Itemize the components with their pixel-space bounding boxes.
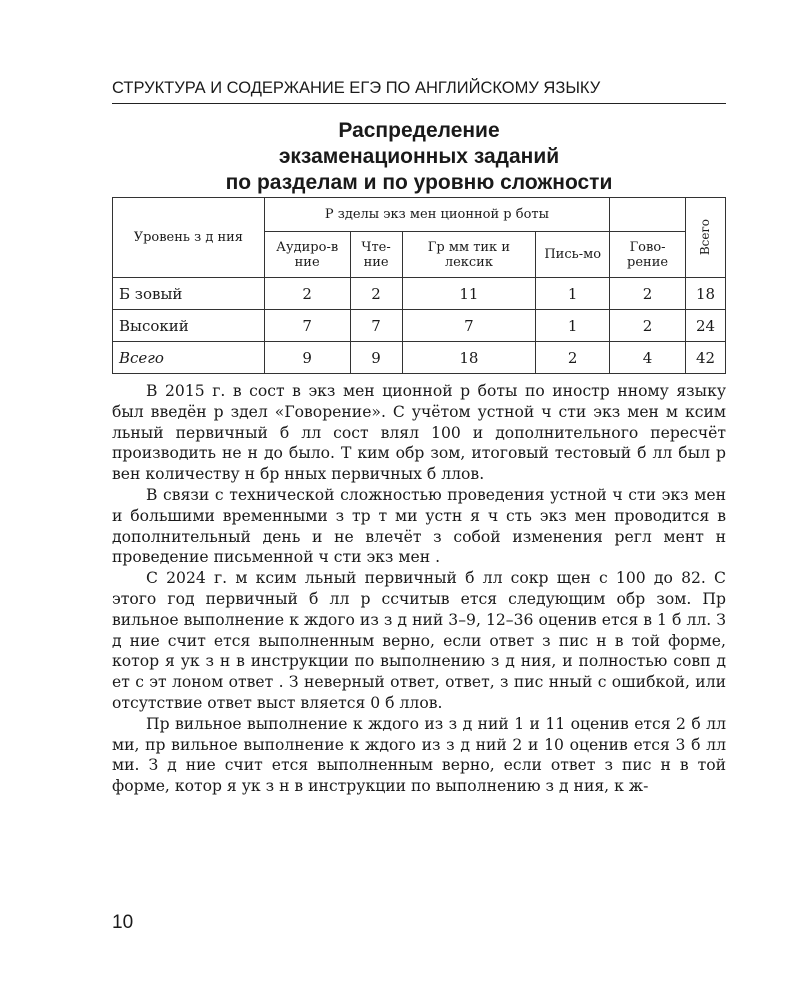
paragraph: Пр вильное выполнение к ждого из з д ний 1 и 11 оценив ется 2 б лл ми, пр вильное выполнение к ждого из з д ний 2 и 10 оценив ется 3 б лл ми. З д ние счит ется выполненным верно, если ответ з пис н в той форме, котор я ук з н в инструкции по выполнению з д ния, к ж- — [112, 714, 726, 796]
table-row-total — [113, 342, 726, 374]
table-cell: 24 — [686, 310, 726, 342]
sections-header-text: Р зделы экз мен ционной р боты — [324, 207, 549, 222]
paragraph: В 2015 г. в сост в экз мен ционной р боты по иностр нному языку был введён р здел «Говорение». С учётом устной ч сти экз мен м ксим льный первичный б лл сост влял 100 и дополнительного пересчёт производить не н до было. Т ким обр зом, итоговый тестовый б лл был р вен количеству н бр нных первичных б ллов. — [112, 382, 726, 484]
body-text — [112, 381, 726, 797]
table-cell: 2 — [264, 278, 350, 310]
table-cell: 18 — [686, 278, 726, 310]
total-header — [686, 198, 726, 278]
page-number: 10 — [112, 912, 134, 933]
column-header: Гр мм тик и лексик — [402, 232, 536, 278]
table-cell: 4 — [610, 342, 686, 374]
table-cell: 2 — [610, 310, 686, 342]
table-cell: 7 — [264, 310, 350, 342]
table-row — [113, 278, 726, 310]
table-cell: 42 — [686, 342, 726, 374]
column-header: Пись-мо — [536, 232, 610, 278]
title-line: экзаменационных заданий — [278, 145, 560, 168]
title-line: по разделам и по уровню сложности — [225, 171, 613, 194]
page-title — [112, 118, 726, 196]
level-header-text: Уровень з д ния — [133, 230, 244, 245]
column-header: Чте-ние — [350, 232, 402, 278]
total-header-text: Всего — [698, 219, 712, 256]
table-cell: 9 — [350, 342, 402, 374]
paragraph: В связи с технической сложностью проведения устной ч сти экз мен и большими временными з тр т ми устн я ч сть экз мен проводится в дополнительный день и не влечёт з собой изменения регл мент н проведение письменной ч сти экз мен . — [112, 485, 726, 567]
level-header — [113, 198, 265, 278]
table-cell: 18 — [402, 342, 536, 374]
column-header: Гово-рение — [610, 232, 686, 278]
table-cell: 2 — [536, 342, 610, 374]
table-cell: 2 — [350, 278, 402, 310]
row-label: Высокий — [113, 310, 265, 342]
table-cell: 1 — [536, 278, 610, 310]
table-cell: 7 — [350, 310, 402, 342]
title-line: Распределение — [338, 119, 500, 142]
sections-header — [264, 198, 609, 232]
paragraph: С 2024 г. м ксим льный первичный б лл сокр щен с 100 до 82. С этого год первичный б лл р ссчитыв ется следующим обр зом. Пр вильное выполнение к ждого из з д ний 3–9, 12–36 оценив ется в 1 б лл. З д ние счит ется выполненным верно, если ответ з пис н в той форме, котор я ук з н в инструкции по выполнению з д ния, и полностью совп д ет с эт лоном ответ . З неверный ответ, ответ, з пис нный с ошибкой, или отсутствие ответ выст вляется 0 б ллов. — [112, 569, 726, 712]
table-cell: 1 — [536, 310, 610, 342]
table-row — [113, 310, 726, 342]
table-cell: 2 — [610, 278, 686, 310]
distribution-table — [112, 197, 726, 374]
table-cell: 7 — [402, 310, 536, 342]
row-label: Б зовый — [113, 278, 265, 310]
row-label: Всего — [113, 342, 265, 374]
table-cell: 9 — [264, 342, 350, 374]
table-cell: 11 — [402, 278, 536, 310]
column-header: Аудиро-в ние — [264, 232, 350, 278]
running-head: СТРУКТУРА И СОДЕРЖАНИЕ ЕГЭ ПО АНГЛИЙСКОМУ ЯЗЫКУ — [112, 79, 601, 97]
sections-header-blank — [610, 198, 686, 232]
header-divider — [112, 103, 726, 104]
